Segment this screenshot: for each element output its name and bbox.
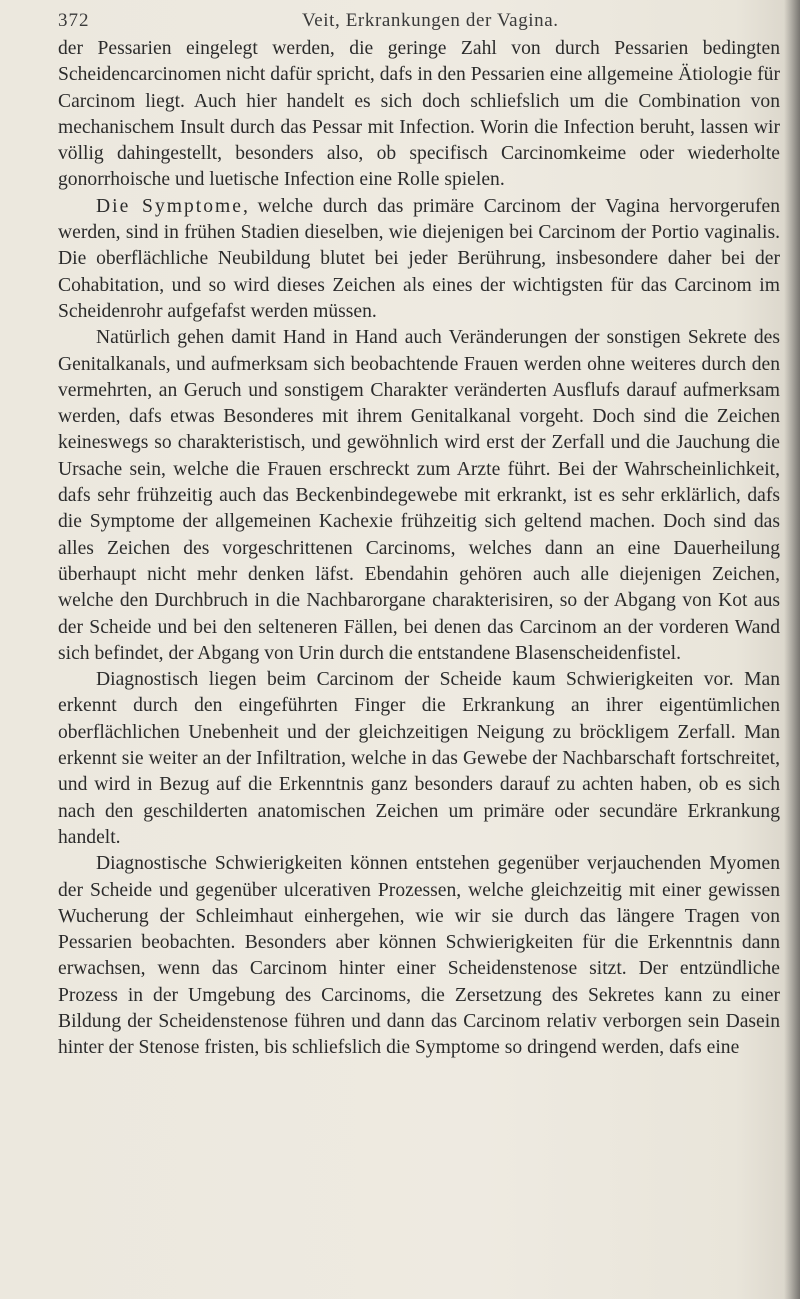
paragraph-text: Natürlich gehen damit Hand in Hand auch Veränderungen der sonstigen Sekrete des Genitalkanals, und aufmerksam sich beobachtende Frauen werden ohne weiteres durch den vermehrten, an Geruch und sonstigem Charakter veränderten Ausflufs darauf aufmerksam werden, dafs etwas Besonderes mit ihrem Genitalkanal vorgeht. Doch sind die Zeichen keineswegs so charakteristisch, und gewöhnlich wird erst der Zerfall und die Jauchung die Ursache sein, welche die Frauen erschreckt zum Arzte führt. Bei der Wahrscheinlichkeit, dafs sehr frühzeitig auch das Beckenbindegewebe mit erkrankt, ist es sehr erklärlich, dafs die Symptome der allgemeinen Kachexie frühzeitig sich geltend machen. Doch sind das alles Zeichen des vorgeschrittenen Carcinoms, welches dann an eine Dauerheilung überhaupt nicht mehr denken läfst. Ebendahin gehören auch alle diejenigen Zeichen, welche den Durchbruch in die Nachbarorgane charakterisiren, so der Abgang von Kot aus der Scheide und bei den selteneren Fällen, bei denen das Carcinom an der vorderen Wand sich befindet, der Abgang von Urin durch die entstandene Blasenscheidenfistel. (58, 327, 780, 664)
paragraph-secretions (58, 325, 780, 667)
running-head-title: Veit, Erkrankungen der Vagina. (302, 10, 559, 31)
paragraph-symptoms (58, 194, 780, 325)
paragraph-diagnosis (58, 667, 780, 851)
page-edge-shadow (784, 0, 800, 1299)
paragraph-diagnostic-difficulties (58, 851, 780, 1061)
body-text (58, 36, 780, 1062)
page-number: 372 (58, 10, 90, 31)
paragraph-text: Diagnostische Schwierigkeiten können entstehen gegenüber verjauchenden Myomen der Scheide und gegenüber ulcerativen Prozessen, welche gleichzeitig mit einer gewissen Wucherung der Schleimhaut einhergehen, wie wir sie durch das längere Tragen von Pessarien beobachten. Besonders aber können Schwierigkeiten für die Erkenntnis dann erwachsen, wenn das Carcinom hinter einer Scheidenstenose sitzt. Der entzündliche Prozess in der Umgebung des Carcinoms, die Zersetzung des Sekretes kann zu einer Bildung der Scheidenstenose führen und dann das Carcinom relativ verborgen sein Dasein hinter der Stenose fristen, bis schliefslich die Symptome so dringend werden, dafs eine (58, 853, 780, 1059)
paragraph-text: , welche durch das primäre Carcinom der Vagina hervorgerufen werden, sind in frühen Stadien dieselben, wie diejenigen bei Carcinom der Portio vaginalis. Die oberflächliche Neubildung blutet bei jeder Berührung, insbesondere daher bei der Cohabitation, und so wird dieses Zeichen als eines der wichtigsten für das Carcinom im Scheidenrohr aufgefafst werden müssen. (58, 195, 780, 322)
paragraph-text: der Pessarien eingelegt werden, die geringe Zahl von durch Pessarien bedingten Scheidencarcinomen nicht dafür spricht, dafs in den Pessarien eine allgemeine Ätiologie für Carcinom liegt. Auch hier handelt es sich doch schliefslich um die Combination von mechanischem Insult durch das Pessar mit Infection. Worin die Infection beruht, lassen wir völlig dahingestellt, besonders also, ob specifisch Carcinomkeime oder wiederholte gonorrhoische und luetische Infection eine Rolle spielen. (58, 38, 780, 191)
paragraph-text: Diagnostisch liegen beim Carcinom der Scheide kaum Schwierigkeiten vor. Man erkennt durch den eingeführten Finger die Erkrankung an ihrer eigentümlichen oberflächlichen Unebenheit und der gleichzeitigen Neigung zu bröckligem Zerfall. Man erkennt sie weiter an der Infiltration, welche in das Gewebe der Nachbarschaft fortschreitet, und wird in Bezug auf die Erkenntnis ganz besonders darauf zu achten haben, ob es sich nach den geschilderten anatomischen Zeichen um primäre oder secundäre Erkrankung handelt. (58, 669, 780, 848)
running-head (58, 6, 778, 36)
emphasis-term-symptome: Die Symptome (96, 195, 243, 217)
paragraph-pessary-etiology (58, 36, 780, 194)
